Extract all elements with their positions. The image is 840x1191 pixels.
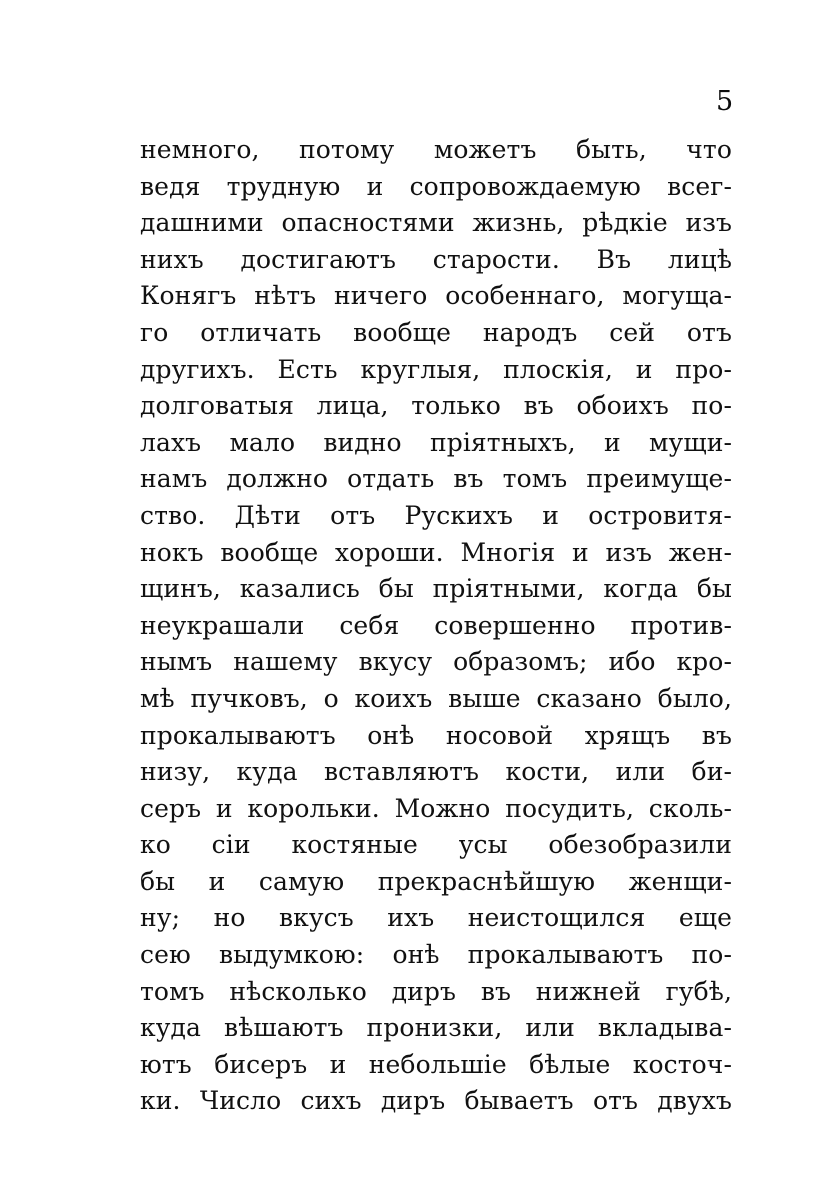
text-line: ютъ бисеръ и небольшіе бѣлые косточ- [140,1049,732,1079]
text-line: куда вѣшаютъ пронизки, или вкладыва- [140,1013,732,1043]
text-line: низу, куда вставляютъ кости, или би- [140,757,732,787]
text-line: намъ должно отдать въ томъ преимуще- [140,464,732,494]
text-line: лахъ мало видно пріятныхъ, и мущи- [140,427,732,457]
text-line: Конягъ нѣтъ ничего особеннаго, могуща- [140,281,732,311]
text-line: бы и самую прекраснѣйшую женщи- [140,866,732,896]
text-line: немного, потому можетъ быть, что [140,135,732,164]
text-line: сею выдумкою: онѣ прокалываютъ по- [140,940,732,970]
text-line: прокалываютъ онѣ носовой хрящъ въ [140,720,732,750]
text-line: щинъ, казались бы пріятными, когда бы [140,574,732,604]
text-line: другихъ. Есть круглыя, плоскія, и про- [140,354,732,384]
text-line: ведя трудную и сопровождаемую всег- [140,171,732,201]
text-line: неукрашали себя совершенно против- [140,610,732,640]
page-number: 5 [716,86,734,117]
text-line: серъ и корольки. Можно посудить, сколь- [140,793,732,823]
text-line: го отличать вообще народъ сей отъ [140,317,732,347]
text-line: нымъ нашему вкусу образомъ; ибо кро- [140,647,732,677]
text-line: мѣ пучковъ, о коихъ выше сказано было, [140,683,732,713]
body-text [140,132,732,1120]
text-line: томъ нѣсколько диръ въ нижней губѣ, [140,976,732,1006]
text-line: нокъ вообще хороши. Многія и изъ жен- [140,537,732,567]
text-line: долговатыя лица, только въ обоихъ по- [140,391,732,421]
text-line: нихъ достигаютъ старости. Въ лицѣ [140,244,732,274]
text-line: ки. Число сихъ диръ бываетъ отъ двухъ [140,1086,732,1116]
text-line: дашними опасностями жизнь, рѣдкіе изъ [140,208,732,238]
text-line: ство. Дѣти отъ Рускихъ и островитя- [140,500,732,530]
text-line: ко сіи костяные усы обезобразили [140,830,732,860]
text-line: ну; но вкусъ ихъ неистощился еще [140,903,732,933]
